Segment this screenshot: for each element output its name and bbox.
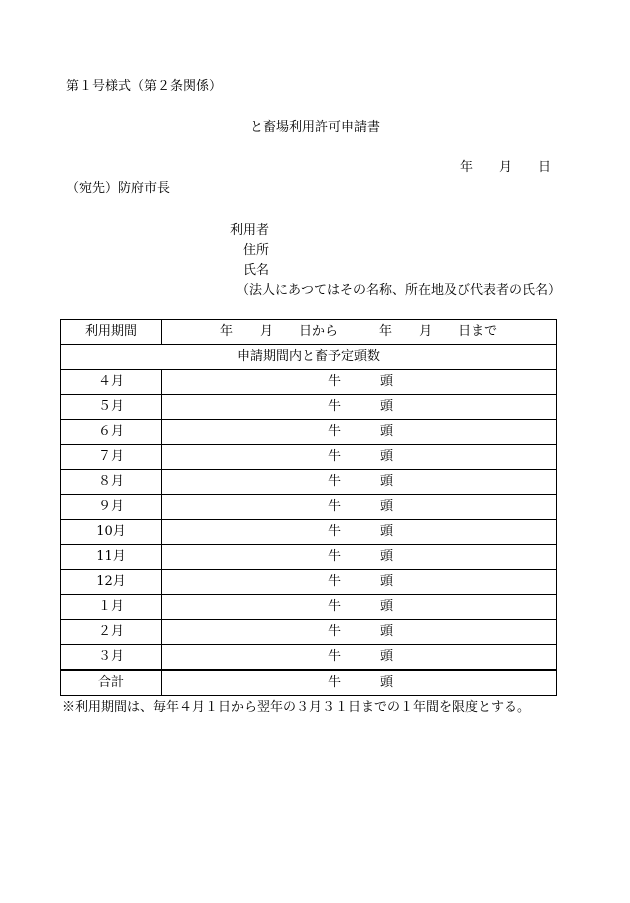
- head-unit-label: 頭: [380, 449, 394, 464]
- head-count-field[interactable]: [162, 420, 557, 445]
- date-month-label: 月: [499, 160, 513, 175]
- period-month-from: 月: [260, 324, 274, 339]
- month-row: [61, 420, 557, 445]
- applicant-block: [230, 221, 561, 301]
- period-day-from: 日から: [299, 324, 339, 339]
- month-row: [61, 545, 557, 570]
- cattle-unit-label: 牛: [328, 399, 342, 414]
- usage-table: [60, 319, 557, 696]
- cattle-unit-label: 牛: [328, 424, 342, 439]
- month-label: 12月: [61, 570, 162, 595]
- period-label: 利用期間: [61, 320, 162, 345]
- cattle-unit-label: 牛: [328, 649, 342, 664]
- head-unit-label: 頭: [380, 524, 394, 539]
- head-unit-label: 頭: [380, 424, 394, 439]
- month-row: [61, 395, 557, 420]
- month-row: [61, 495, 557, 520]
- date-line: [460, 160, 551, 176]
- date-year-label: 年: [460, 160, 474, 175]
- month-row: [61, 595, 557, 620]
- head-unit-label: 頭: [380, 374, 394, 389]
- head-count-field[interactable]: [162, 620, 557, 645]
- head-unit-label: 頭: [380, 599, 394, 614]
- cattle-unit-label: 牛: [328, 499, 342, 514]
- head-unit-label: 頭: [380, 499, 394, 514]
- cattle-unit-label: 牛: [328, 549, 342, 564]
- head-count-field[interactable]: [162, 470, 557, 495]
- addressee: （宛先）防府市長: [66, 181, 171, 196]
- head-count-field[interactable]: [162, 645, 557, 671]
- cattle-unit-label: 牛: [328, 675, 342, 690]
- month-row: [61, 470, 557, 495]
- head-unit-label: 頭: [380, 574, 394, 589]
- month-label: ２月: [61, 620, 162, 645]
- total-head-count-field[interactable]: [162, 670, 557, 696]
- month-row: [61, 370, 557, 395]
- period-day-until: 日まで: [458, 324, 498, 339]
- month-label: ６月: [61, 420, 162, 445]
- period-row: [61, 320, 557, 345]
- month-label: １月: [61, 595, 162, 620]
- month-label: ３月: [61, 645, 162, 671]
- section-header: 申請期間内と畜予定頭数: [61, 345, 557, 370]
- head-unit-label: 頭: [380, 474, 394, 489]
- head-count-field[interactable]: [162, 445, 557, 470]
- date-day-label: 日: [538, 160, 552, 175]
- head-count-field[interactable]: [162, 520, 557, 545]
- head-count-field[interactable]: [162, 370, 557, 395]
- head-count-field[interactable]: [162, 545, 557, 570]
- applicant-note: （法人にあつてはその名称、所在地及び代表者の氏名）: [236, 283, 562, 298]
- head-unit-label: 頭: [380, 649, 394, 664]
- applicant-label: 利用者: [230, 223, 270, 238]
- period-year-until: 年: [379, 324, 393, 339]
- period-field[interactable]: [162, 320, 557, 345]
- month-label: ９月: [61, 495, 162, 520]
- month-label: ７月: [61, 445, 162, 470]
- month-label: ８月: [61, 470, 162, 495]
- month-label: 10月: [61, 520, 162, 545]
- cattle-unit-label: 牛: [328, 574, 342, 589]
- period-year-from: 年: [220, 324, 234, 339]
- month-row: [61, 570, 557, 595]
- head-unit-label: 頭: [380, 675, 394, 690]
- head-unit-label: 頭: [380, 624, 394, 639]
- head-unit-label: 頭: [380, 399, 394, 414]
- month-row: [61, 620, 557, 645]
- document-title: と畜場利用許可申請書: [249, 120, 380, 135]
- total-label: 合計: [61, 670, 162, 696]
- section-header-row: [61, 345, 557, 370]
- head-count-field[interactable]: [162, 595, 557, 620]
- cattle-unit-label: 牛: [328, 599, 342, 614]
- footnote: ※利用期間は、毎年４月１日から翌年の３月３１日までの１年間を限度とする。: [62, 700, 531, 715]
- applicant-name-label: 氏名: [243, 263, 270, 278]
- month-row: [61, 645, 557, 671]
- head-count-field[interactable]: [162, 395, 557, 420]
- form-number: 第１号様式（第２条関係）: [66, 79, 223, 94]
- month-row: [61, 520, 557, 545]
- month-label: ５月: [61, 395, 162, 420]
- cattle-unit-label: 牛: [328, 449, 342, 464]
- applicant-address-label: 住所: [243, 243, 270, 258]
- cattle-unit-label: 牛: [328, 374, 342, 389]
- cattle-unit-label: 牛: [328, 624, 342, 639]
- total-row: [61, 670, 557, 696]
- period-month-until: 月: [419, 324, 433, 339]
- head-count-field[interactable]: [162, 570, 557, 595]
- month-label: ４月: [61, 370, 162, 395]
- month-label: 11月: [61, 545, 162, 570]
- head-unit-label: 頭: [380, 549, 394, 564]
- cattle-unit-label: 牛: [328, 474, 342, 489]
- head-count-field[interactable]: [162, 495, 557, 520]
- month-row: [61, 445, 557, 470]
- cattle-unit-label: 牛: [328, 524, 342, 539]
